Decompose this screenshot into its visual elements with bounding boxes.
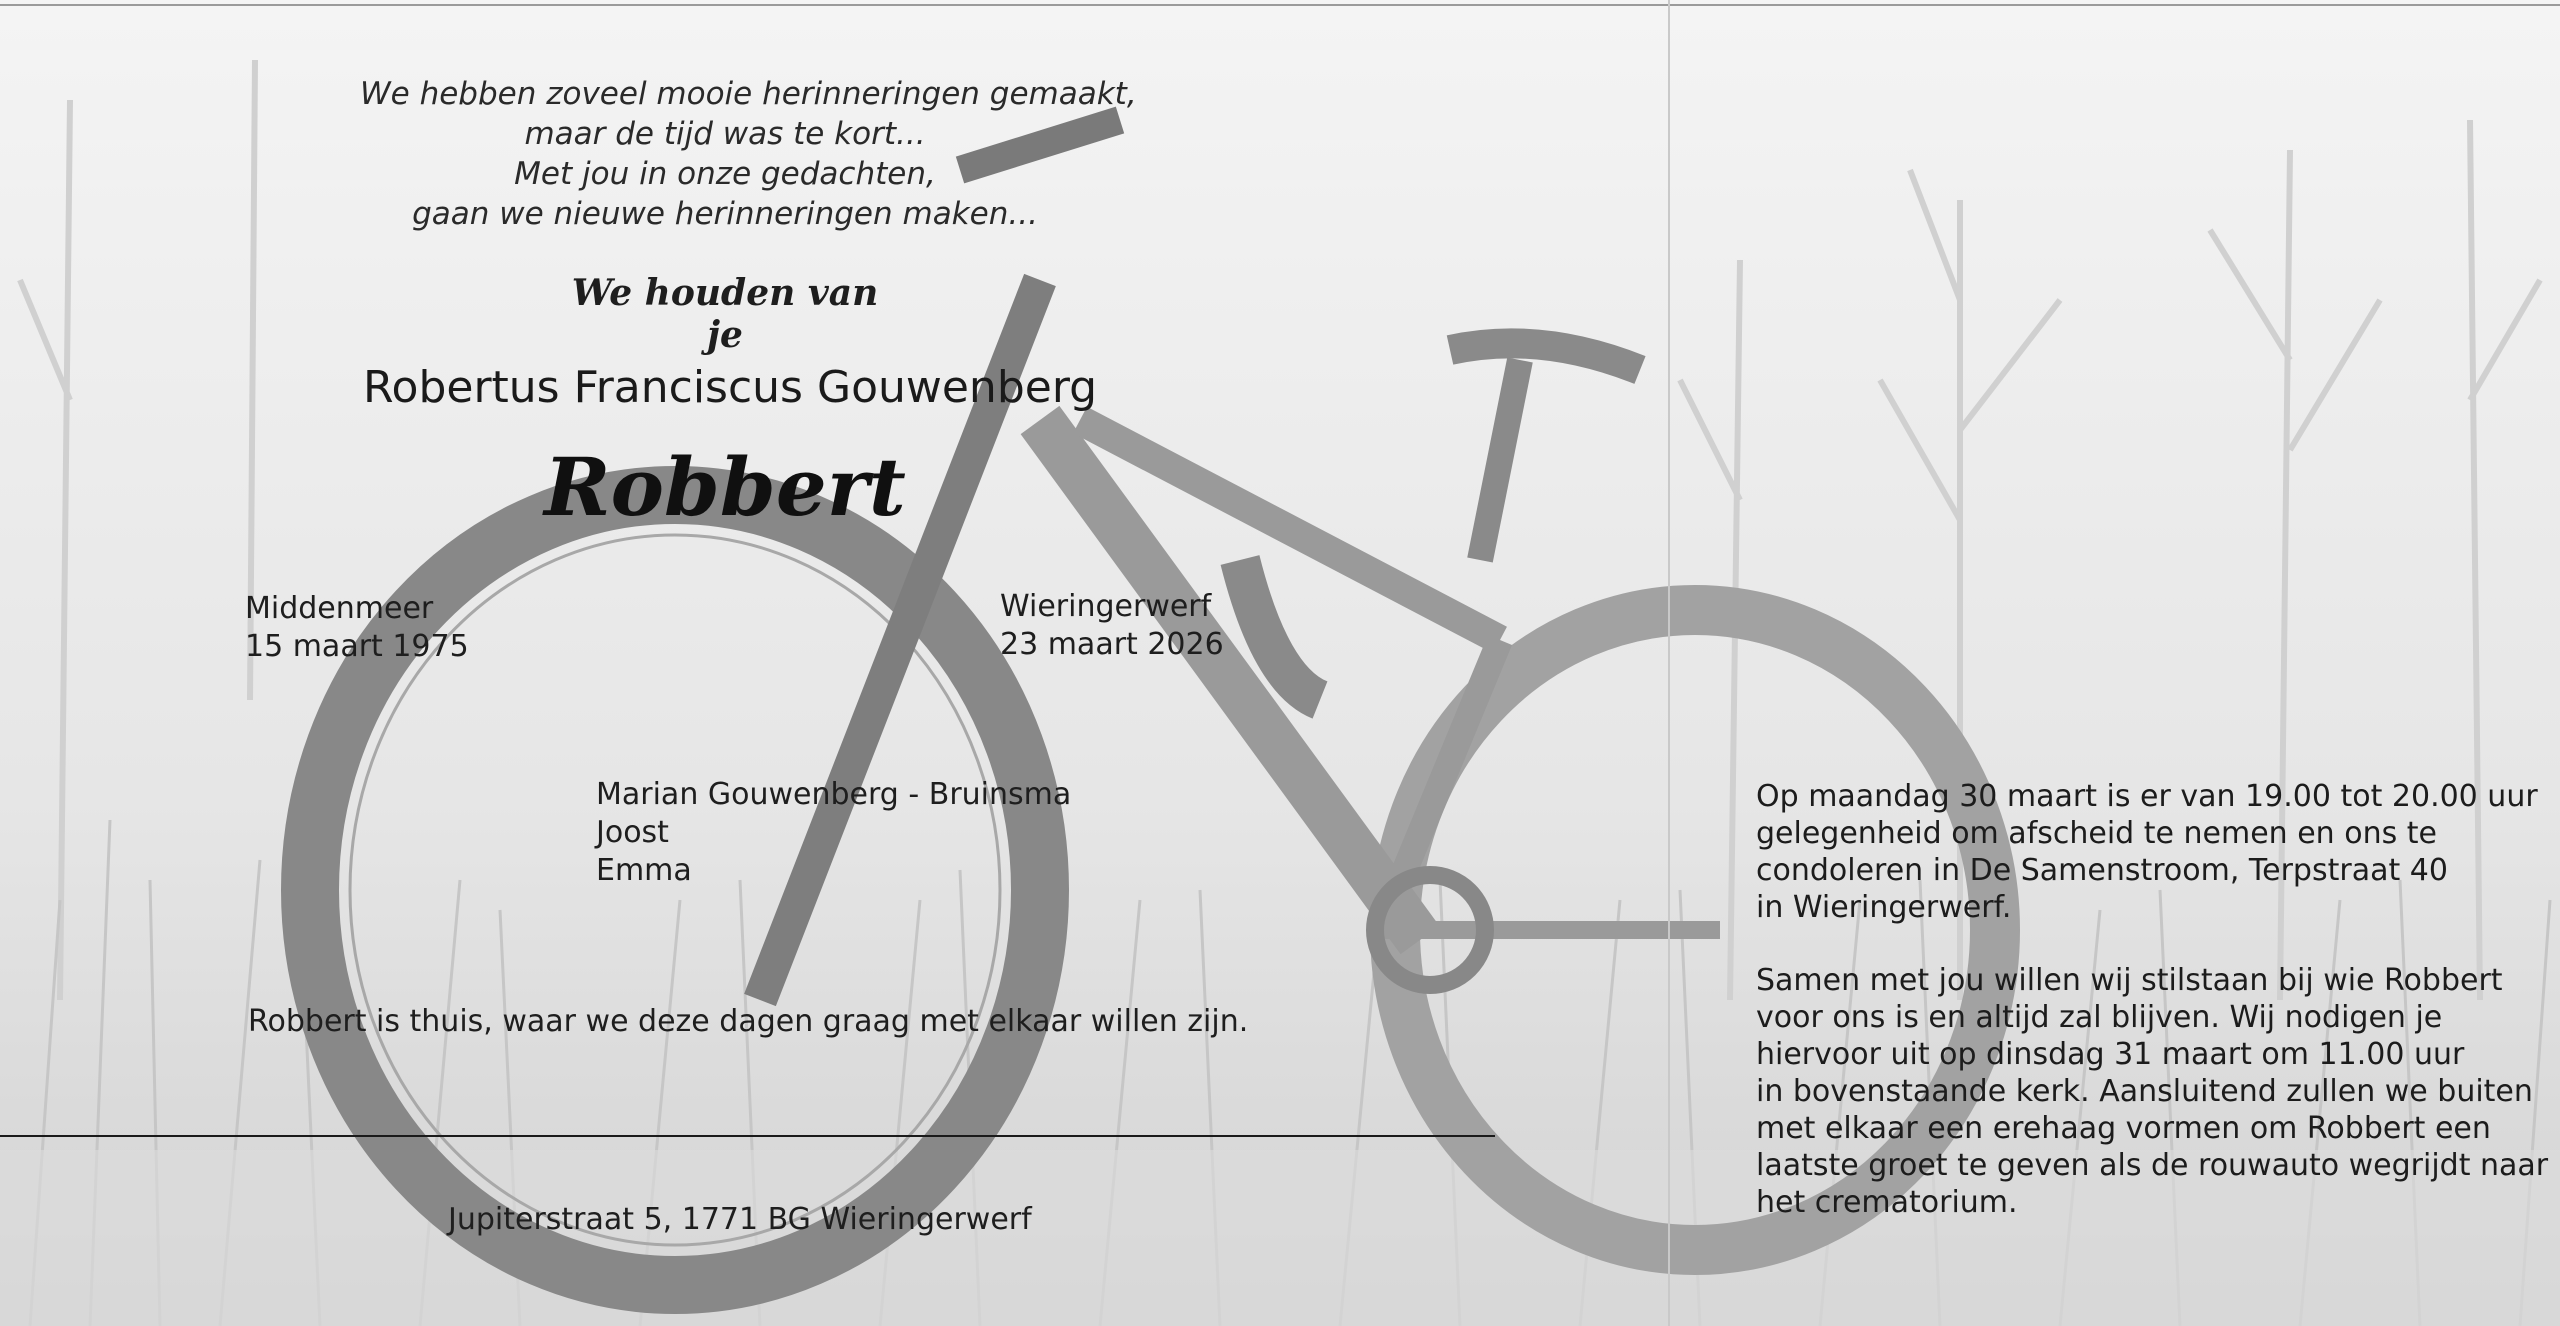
nickname: Robbert — [544, 440, 906, 534]
announcement-line: met elkaar een erehaag vormen om Robbert een — [1756, 1111, 2491, 1146]
full-name: Robertus Franciscus Gouwenberg — [362, 362, 1098, 413]
poem-line: Met jou in onze gedachten, — [514, 156, 936, 192]
address: Jupiterstraat 5, 1771 BG Wieringerwerf — [448, 1202, 1032, 1237]
birth-date: 15 maart 1975 — [245, 629, 469, 664]
birth-place: Middenmeer — [245, 591, 434, 626]
fold-line — [1668, 0, 1670, 1326]
announcement-line: voor ons is en altijd zal blijven. Wij nodigen je — [1756, 1000, 2443, 1035]
announcement-line: hiervoor uit op dinsdag 31 maart om 11.00 uur — [1756, 1037, 2465, 1072]
death-info — [1000, 588, 1224, 664]
family-list — [596, 776, 1071, 890]
divider — [0, 1135, 1495, 1137]
announcement — [1756, 778, 2556, 1221]
announcement-line: in Wieringerwerf. — [1756, 890, 2012, 925]
death-date: 23 maart 2026 — [1000, 627, 1224, 662]
family-member: Joost — [596, 815, 669, 850]
family-member: Marian Gouwenberg - Bruinsma — [596, 777, 1072, 812]
poem-line: gaan we nieuwe herinneringen maken... — [412, 196, 1038, 232]
top-edge-line — [0, 4, 2560, 6]
memorial-poem — [360, 74, 1137, 234]
announcement-line: gelegenheid om afscheid te nemen en ons te — [1756, 816, 2437, 851]
announcement-line: Op maandag 30 maart is er van 19.00 tot 20.00 uur — [1756, 779, 2538, 814]
announcement-line: condoleren in De Samenstroom, Terpstraat 40 — [1756, 853, 2448, 888]
poem-line: We hebben zoveel mooie herinneringen gemaakt, — [360, 76, 1137, 112]
death-place: Wieringerwerf — [1000, 589, 1212, 624]
birth-info — [245, 590, 469, 666]
announcement-line: laatste groet te geven als de rouwauto wegrijdt naar — [1756, 1148, 2549, 1183]
family-member: Emma — [596, 853, 692, 888]
home-note: Robbert is thuis, waar we deze dagen graag met elkaar willen zijn. — [248, 1004, 1249, 1039]
announcement-line: het crematorium. — [1756, 1185, 2018, 1220]
paragraph-gap — [1756, 926, 2556, 962]
tagline: We houden van je — [571, 272, 879, 356]
poem-line: maar de tijd was te kort... — [524, 116, 926, 152]
announcement-line: Samen met jou willen wij stilstaan bij wie Robbert — [1756, 963, 2503, 998]
announcement-line: in bovenstaande kerk. Aansluitend zullen we buiten — [1756, 1074, 2533, 1109]
